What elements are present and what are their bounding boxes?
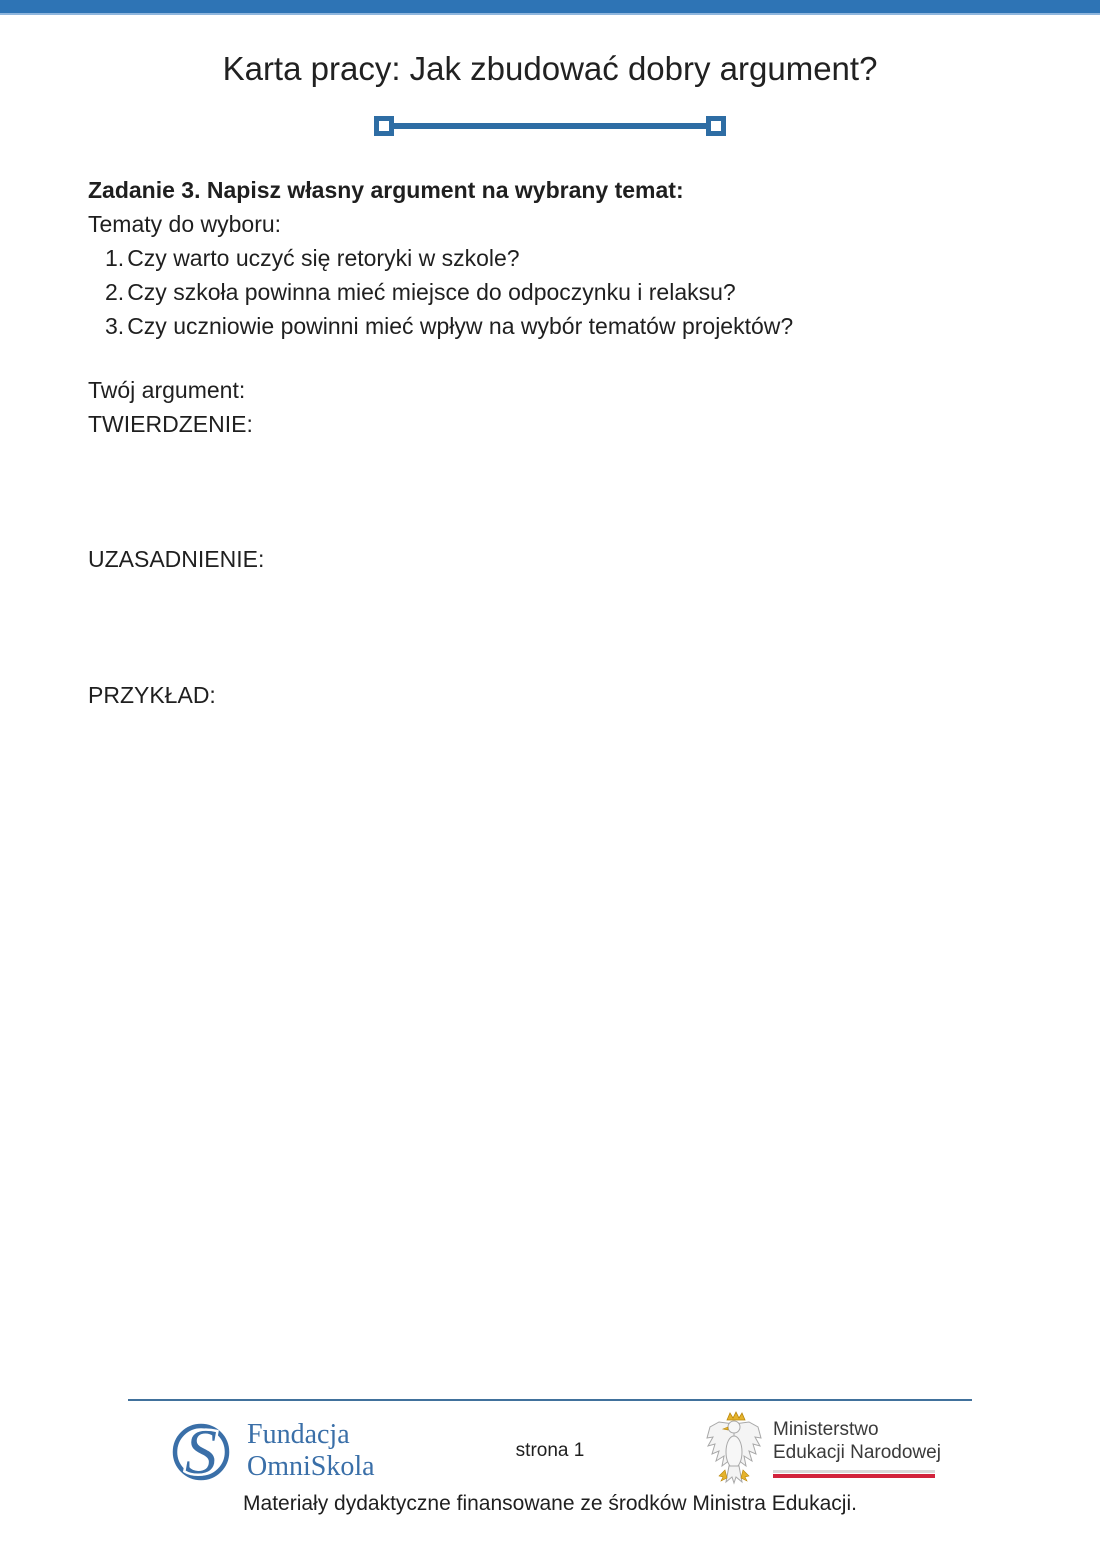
topic-item: Czy szkoła powinna mieć miejsce do odpoczynku i relaksu?: [127, 279, 736, 305]
ministry-logo: [703, 1410, 941, 1494]
foundation-mark-letter: S: [185, 1416, 217, 1487]
ministry-text-block: [773, 1410, 941, 1478]
foundation-name-line1: Fundacja: [247, 1419, 350, 1450]
your-argument-label: Twój argument:: [88, 377, 246, 403]
field-label-uzasadnienie: UZASADNIENIE:: [88, 546, 265, 572]
divider-square-left-icon: [374, 116, 394, 136]
footer-divider-line: [128, 1399, 972, 1401]
field-label-przyklad: PRZYKŁAD:: [88, 682, 216, 708]
ministry-name-line2: Edukacji Narodowej: [773, 1442, 941, 1463]
divider-square-right-icon: [706, 116, 726, 136]
task-subheading: Tematy do wyboru:: [88, 211, 282, 237]
poland-flag-stripes-icon: [773, 1470, 935, 1478]
task-heading: Zadanie 3. Napisz własny argument na wybrany temat:: [88, 177, 684, 203]
ministry-name: [773, 1418, 941, 1464]
top-accent-bar: [0, 0, 1100, 15]
title-divider: [374, 116, 726, 136]
polish-eagle-icon: [703, 1410, 765, 1494]
topics-list: [88, 241, 1030, 343]
page-number: strona 1: [515, 1440, 585, 1461]
funding-note: Materiały dydaktyczne finansowane ze środków Ministra Edukacji.: [243, 1492, 857, 1515]
page-title: Karta pracy: Jak zbudować dobry argument?: [222, 50, 878, 87]
topic-item: Czy uczniowie powinni mieć wpływ na wybór tematów projektów?: [127, 313, 794, 339]
divider-line: [382, 123, 718, 129]
flag-stripe-white: [773, 1470, 935, 1473]
flag-stripe-red: [773, 1474, 935, 1478]
task-section: [88, 173, 1030, 712]
ministry-name-line1: Ministerstwo: [773, 1419, 879, 1440]
foundation-name-line2: OmniSkola: [247, 1451, 375, 1482]
topic-item: Czy warto uczyć się retoryki w szkole?: [127, 245, 520, 271]
field-label-twierdzenie: TWIERDZENIE:: [88, 411, 253, 437]
